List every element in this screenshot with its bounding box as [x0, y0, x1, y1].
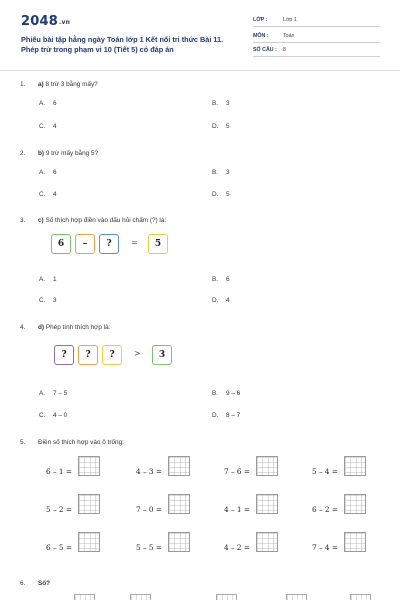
- fill-expression: 4 – 3 =: [136, 467, 163, 476]
- q2-option-d[interactable]: D. 5: [212, 191, 230, 198]
- q3-box-unknown: ?: [99, 234, 119, 254]
- worksheet-title: Phiếu bài tập hằng ngày Toán lớp 1 Kết nối tri thức Bài 11. Phép trừ trong phạm vi 10 (Tiết 5) có đáp án: [21, 35, 224, 54]
- brand-logo: 2048.vn: [21, 14, 71, 29]
- q3-option-c[interactable]: C. 3: [39, 297, 57, 304]
- fill-expression: 7 – 0 =: [136, 505, 163, 514]
- question-6: 6. Số?: [20, 580, 51, 587]
- q3-option-a[interactable]: A. 1: [39, 276, 57, 283]
- answer-grid[interactable]: [286, 594, 307, 600]
- q2-option-b[interactable]: B. 3: [212, 169, 230, 176]
- answer-grid[interactable]: [74, 594, 95, 600]
- q2-option-c[interactable]: C. 4: [39, 191, 57, 198]
- answer-grid[interactable]: [78, 456, 100, 476]
- q3-option-b[interactable]: B. 6: [212, 276, 230, 283]
- fill-expression: 5 – 5 =: [136, 543, 163, 552]
- fill-expression: 4 – 1 =: [224, 505, 251, 514]
- q4-box-1: ?: [54, 345, 74, 365]
- meta-question-count: SỐ CÂU : 8: [253, 45, 380, 57]
- question-1: 1. a) 8 trừ 3 bằng mấy?: [20, 81, 98, 88]
- meta-class: LỚP : Lớp 1: [253, 15, 380, 27]
- q1-option-b[interactable]: B. 3: [212, 100, 230, 107]
- q3-box-operator: –: [75, 234, 95, 254]
- answer-grid[interactable]: [216, 594, 237, 600]
- fill-expression: 7 – 4 =: [312, 543, 339, 552]
- fill-expression: 5 – 4 =: [312, 467, 339, 476]
- meta-subject: MÔN : Toán: [253, 31, 380, 43]
- q3-option-d[interactable]: D. 4: [212, 297, 230, 304]
- q1-option-a[interactable]: A. 6: [39, 100, 57, 107]
- answer-grid[interactable]: [344, 456, 366, 476]
- q4-box-result: 3: [152, 345, 172, 365]
- q4-option-d[interactable]: D. 8 – 7: [212, 412, 241, 419]
- fill-expression: 6 – 2 =: [312, 505, 339, 514]
- answer-grid[interactable]: [350, 594, 371, 600]
- q4-option-b[interactable]: B. 9 – 6: [212, 390, 241, 397]
- question-4: 4. d) Phép tính thích hợp là:: [20, 324, 111, 331]
- answer-grid[interactable]: [256, 456, 278, 476]
- answer-grid[interactable]: [78, 532, 100, 552]
- q1-option-d[interactable]: D. 5: [212, 123, 230, 130]
- fill-expression: 7 – 6 =: [224, 467, 251, 476]
- q3-box-result: 5: [148, 234, 168, 254]
- answer-grid[interactable]: [168, 456, 190, 476]
- answer-grid[interactable]: [344, 532, 366, 552]
- header-divider: [0, 70, 400, 71]
- answer-grid[interactable]: [168, 494, 190, 514]
- fill-expression: 6 – 5 =: [46, 543, 73, 552]
- q4-compare-sign: >: [134, 349, 141, 358]
- fill-expression: 6 – 1 =: [46, 467, 73, 476]
- question-5: 5. Điền số thích hợp vào ô trống:: [20, 439, 124, 446]
- fill-expression: 5 – 2 =: [46, 505, 73, 514]
- q4-option-a[interactable]: A. 7 – 5: [39, 390, 68, 397]
- answer-grid[interactable]: [256, 532, 278, 552]
- q4-box-3: ?: [102, 345, 122, 365]
- fill-expression: 4 – 2 =: [224, 543, 251, 552]
- answer-grid[interactable]: [344, 494, 366, 514]
- q4-box-2: ?: [78, 345, 98, 365]
- answer-grid[interactable]: [168, 532, 190, 552]
- q3-box-minuend: 6: [51, 234, 71, 254]
- q4-option-c[interactable]: C. 4 – 0: [39, 412, 68, 419]
- answer-grid[interactable]: [256, 494, 278, 514]
- q3-equals-sign: =: [131, 238, 138, 247]
- q2-option-a[interactable]: A. 6: [39, 169, 57, 176]
- question-2: 2. b) 9 trừ mấy bằng 5?: [20, 150, 99, 157]
- answer-grid[interactable]: [130, 594, 151, 600]
- q1-option-c[interactable]: C. 4: [39, 123, 57, 130]
- question-3: 3. c) Số thích hợp điền vào dấu hỏi chấm (?) là:: [20, 217, 167, 224]
- answer-grid[interactable]: [78, 494, 100, 514]
